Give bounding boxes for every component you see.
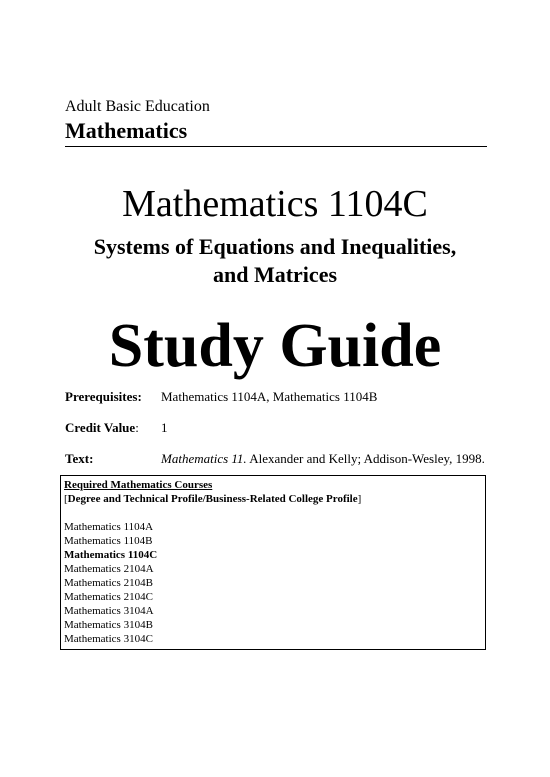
header-divider [65, 146, 487, 147]
profile-text: Degree and Technical Profile/Business-Related College Profile [67, 493, 358, 505]
credit-value-label-text: Credit Value [65, 420, 136, 435]
course-subtitle-line1: Systems of Equations and Inequalities, [93, 234, 457, 259]
subject-title: Mathematics [65, 118, 188, 143]
text-value [161, 451, 485, 467]
document-type-title: Study Guide [108, 312, 442, 380]
credit-value: 1 [161, 420, 168, 435]
course-list-item-current: Mathematics 1104C [64, 549, 158, 561]
course-list [64, 520, 482, 646]
prerequisites-label: Prerequisites: [65, 389, 142, 404]
textbook-title: Mathematics 11. [161, 451, 247, 466]
credit-value-label [65, 420, 139, 436]
prerequisites-value: Mathematics 1104A, Mathematics 1104B [161, 389, 378, 404]
course-list-item: Mathematics 1104A [64, 521, 154, 533]
program-name: Adult Basic Education [65, 98, 210, 115]
course-list-item: Mathematics 3104C [64, 633, 153, 645]
text-label: Text: [65, 451, 94, 466]
course-list-item: Mathematics 1104B [64, 535, 153, 547]
course-list-item: Mathematics 2104C [64, 591, 153, 603]
credit-value-colon: : [135, 420, 139, 435]
course-subtitle [40, 233, 510, 289]
required-courses-heading: Required Mathematics Courses [64, 479, 213, 491]
profile-label [64, 492, 482, 506]
profile-bracket-open: [ [64, 493, 68, 505]
course-list-item: Mathematics 3104A [64, 605, 154, 617]
course-list-item: Mathematics 2104A [64, 563, 154, 575]
textbook-details: Alexander and Kelly; Addison-Wesley, 1998. [246, 451, 485, 466]
course-title: Mathematics 1104C [122, 183, 428, 225]
course-list-item: Mathematics 3104B [64, 619, 153, 631]
course-list-item: Mathematics 2104B [64, 577, 153, 589]
course-subtitle-line2: and Matrices [212, 262, 338, 287]
required-courses-box [60, 475, 486, 650]
profile-bracket-close: ] [357, 493, 362, 505]
